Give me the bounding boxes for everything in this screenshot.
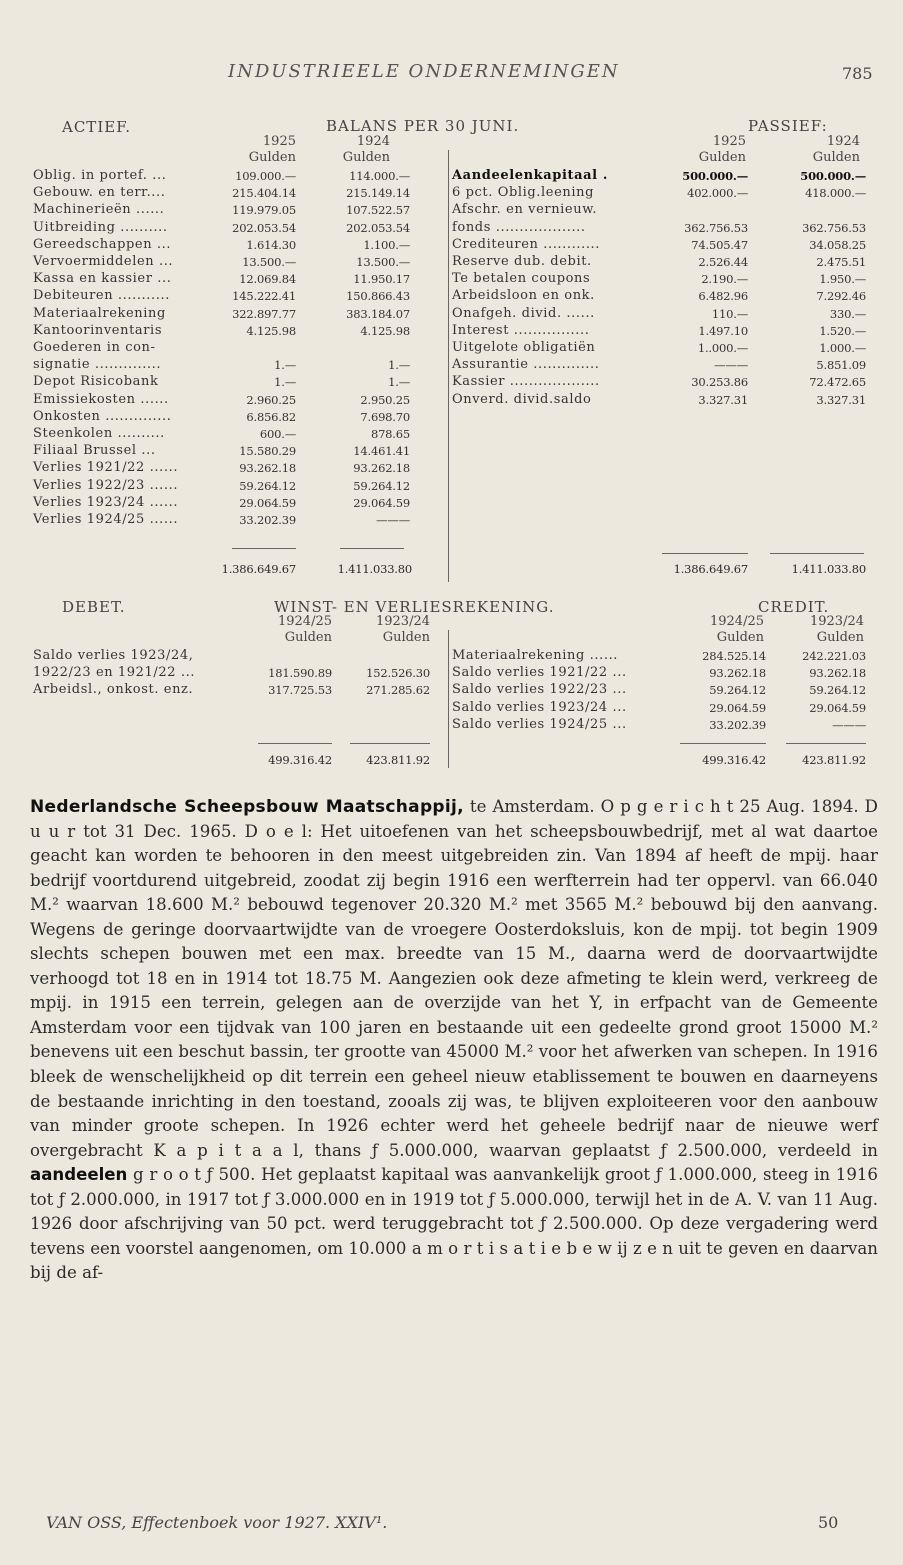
actief-row bbox=[0, 460, 903, 476]
actief-row-label: Emissiekosten ...... bbox=[33, 391, 169, 407]
passief-row bbox=[0, 374, 903, 390]
balance-title: BALANS PER 30 JUNI. bbox=[326, 117, 520, 135]
winst-total-left-a: 499.316.42 bbox=[268, 753, 332, 767]
page-number: 785 bbox=[842, 64, 873, 83]
passief-row bbox=[0, 220, 903, 236]
credit-row bbox=[0, 665, 903, 681]
credit-row-label: Saldo verlies 1924/25 ... bbox=[452, 716, 627, 732]
actief-row-value: 107.522.57 bbox=[346, 203, 410, 218]
running-title: INDUSTRIEELE ONDERNEMINGEN bbox=[228, 61, 620, 82]
credit-row-label: Saldo verlies 1923/24 ... bbox=[452, 699, 627, 715]
actief-row-value: 202.053.54 bbox=[346, 220, 410, 235]
actief-row-value: 1.— bbox=[274, 358, 296, 373]
credit-row bbox=[0, 700, 903, 716]
actief-row-label: Oblig. in portef. ... bbox=[33, 168, 167, 183]
total-rule-a bbox=[232, 548, 296, 549]
passief-col-1925: 1925 Gulden bbox=[698, 134, 746, 165]
passief-row-value: 1.000.— bbox=[819, 341, 866, 355]
passief-row-value: 7.292.46 bbox=[816, 289, 866, 304]
debet-row-value: 181.590.89 bbox=[268, 666, 332, 681]
actief-row-label: Gereedschappen ... bbox=[33, 236, 172, 252]
credit-row-label: Saldo verlies 1921/22 ... bbox=[452, 665, 627, 681]
passief-row-value: 3.327.31 bbox=[816, 392, 866, 407]
passief-row-value: 500.000.— bbox=[682, 169, 748, 183]
total-rule-c bbox=[662, 553, 748, 554]
credit-row-value: ——— bbox=[832, 717, 866, 732]
balance-divider bbox=[448, 150, 449, 582]
actief-row-value: 59.264.12 bbox=[239, 478, 296, 493]
passief-row-value: 500.000.— bbox=[800, 169, 866, 183]
actief-row-label: Goederen in con- bbox=[33, 340, 156, 355]
actief-row-label: Debiteuren ........... bbox=[33, 288, 170, 304]
actief-row-value: 1.100.— bbox=[363, 237, 410, 252]
actief-row bbox=[0, 495, 903, 511]
passief-row-value: 30.253.86 bbox=[691, 375, 748, 390]
actief-row-label: Gebouw. en terr.... bbox=[33, 185, 166, 201]
debet-col-b: 1923/24 Gulden bbox=[375, 614, 430, 645]
actief-row-label: Kassa en kassier ... bbox=[33, 271, 172, 287]
passief-row-value: 3.327.31 bbox=[698, 392, 748, 407]
passief-row-value: 2.190.— bbox=[701, 272, 748, 287]
winst-rule-a bbox=[258, 743, 332, 744]
actief-row-label: Materiaalrekening bbox=[33, 305, 166, 321]
actief-row-value: 6.856.82 bbox=[246, 409, 296, 424]
winst-left-title: DEBET. bbox=[62, 598, 126, 616]
actief-row-label: Verlies 1922/23 ...... bbox=[33, 477, 179, 493]
winst-rule-b bbox=[350, 743, 430, 744]
passief-row bbox=[0, 340, 903, 356]
actief-row-value: 215.404.14 bbox=[232, 186, 296, 201]
actief-row-label: Verlies 1923/24 ...... bbox=[33, 494, 179, 510]
balance-total-left-1925: 1.386.649.67 bbox=[221, 562, 296, 576]
actief-row-value: 215.149.14 bbox=[346, 186, 410, 201]
passief-row-value: 362.756.53 bbox=[802, 220, 866, 235]
company-name: Nederlandsche Scheepsbouw Maatschappij, bbox=[30, 797, 464, 817]
prose-part-2: g r o o t ƒ 500. Het geplaatst kapitaal was aanvankelijk groot ƒ 1.000.000, steeg in 1916 tot ƒ 2.000.000, in 1917 tot ƒ 3.000.000 en in 1919 tot ƒ 5.000.000, terwijl het in de A. V. van 11 Aug. 1926 door afschrijving van 50 pct. werd teruggebracht tot ƒ 2.500.000. Op deze vergadering werd tevens een voorstel aangenomen, om 10.000 a m o r t i s a t i e b e w ij z e n uit te geven en daarvan bij de af- bbox=[30, 1165, 878, 1283]
actief-row-value: 119.979.05 bbox=[232, 203, 296, 218]
debet-row-value: 317.725.53 bbox=[268, 683, 332, 698]
actief-row-value: 322.897.77 bbox=[232, 306, 296, 321]
passief-row-label: Onverd. divid.saldo bbox=[452, 391, 592, 407]
footer-sheet-number: 50 bbox=[818, 1513, 839, 1532]
debet-row-value: 271.285.62 bbox=[366, 683, 430, 698]
actief-row bbox=[0, 409, 903, 425]
actief-row-label: Vervoermiddelen ... bbox=[33, 254, 174, 269]
actief-row-value: 13.500.— bbox=[242, 255, 296, 269]
passief-row-value: 1..000.— bbox=[697, 341, 748, 355]
passief-row bbox=[0, 254, 903, 270]
actief-row-value: 11.950.17 bbox=[353, 272, 410, 287]
passief-row bbox=[0, 271, 903, 287]
actief-row-value: 14.461.41 bbox=[353, 444, 410, 459]
passief-row bbox=[0, 237, 903, 253]
actief-row-value: 145.222.41 bbox=[232, 289, 296, 304]
debet-col-a: 1924/25 Gulden bbox=[277, 614, 332, 645]
actief-row-value: 150.866.43 bbox=[346, 289, 410, 304]
passief-row bbox=[0, 168, 903, 184]
actief-row bbox=[0, 478, 903, 494]
passief-row-label: Te betalen coupons bbox=[452, 271, 591, 287]
balance-right-title: PASSIEF: bbox=[748, 117, 828, 135]
passief-row-value: 5.851.09 bbox=[816, 358, 866, 373]
actief-row-value: 1.— bbox=[388, 358, 410, 373]
passief-row-value: ——— bbox=[714, 358, 748, 373]
actief-row-label: signatie .............. bbox=[33, 357, 162, 373]
passief-row bbox=[0, 323, 903, 339]
passief-row-label: Interest ................ bbox=[452, 322, 590, 338]
actief-row-value: 2.960.25 bbox=[246, 392, 296, 407]
passief-row-label: Onafgeh. divid. ...... bbox=[452, 305, 595, 321]
credit-row-label: Saldo verlies 1922/23 ... bbox=[452, 682, 627, 698]
actief-row-value: 2.950.25 bbox=[360, 392, 410, 407]
passief-row-value: 402.000.— bbox=[687, 186, 748, 201]
credit-row-value: 284.525.14 bbox=[702, 649, 766, 663]
debet-row-label: 1922/23 en 1921/22 ... bbox=[33, 665, 196, 681]
company-description bbox=[30, 795, 878, 1286]
actief-row-value: 29.064.59 bbox=[353, 495, 410, 510]
passief-col-1924: 1924 Gulden bbox=[812, 134, 860, 165]
passief-row-value: 362.756.53 bbox=[684, 220, 748, 235]
credit-col-b: 1923/24 Gulden bbox=[809, 614, 864, 645]
debet-row-value: 152.526.30 bbox=[366, 666, 430, 681]
actief-row-value: 13.500.— bbox=[356, 255, 410, 269]
actief-row-value: 4.125.98 bbox=[360, 323, 410, 338]
passief-row-label: Crediteuren ............ bbox=[452, 236, 601, 252]
actief-row-value: 59.264.12 bbox=[353, 478, 410, 493]
aandeelen-word: aandeelen bbox=[30, 1165, 128, 1185]
winst-title: WINST- EN VERLIESREKENING. bbox=[274, 598, 555, 616]
footer-source: VAN OSS, Effectenboek voor 1927. XXIV¹. bbox=[46, 1513, 388, 1532]
passief-row-value: 2.475.51 bbox=[816, 255, 866, 269]
actief-row-label: Verlies 1924/25 ...... bbox=[33, 512, 179, 527]
passief-row bbox=[0, 392, 903, 408]
actief-row-value: 1.— bbox=[388, 375, 410, 390]
credit-row-value: 93.262.18 bbox=[809, 666, 866, 681]
passief-row-label: Reserve dub. debit. bbox=[452, 254, 592, 269]
credit-row-value: 33.202.39 bbox=[709, 717, 766, 732]
passief-row-value: 74.505.47 bbox=[691, 237, 748, 252]
passief-row-label: Arbeidsloon en onk. bbox=[452, 288, 595, 304]
credit-row-label: Materiaalrekening ...... bbox=[452, 648, 619, 663]
passief-row-value: 2.526.44 bbox=[698, 255, 748, 269]
actief-row-value: 7.698.70 bbox=[360, 409, 410, 424]
credit-row-value: 59.264.12 bbox=[709, 683, 766, 698]
actief-row-value: 1.614.30 bbox=[246, 237, 296, 252]
winst-rule-d bbox=[786, 743, 866, 744]
actief-row-label: Depot Risicobank bbox=[33, 374, 159, 390]
balance-left-title: ACTIEF. bbox=[62, 118, 132, 136]
credit-row-value: 59.264.12 bbox=[809, 683, 866, 698]
actief-row-value: 29.064.59 bbox=[239, 495, 296, 510]
passief-row-label: Uitgelote obligatiën bbox=[452, 340, 596, 355]
winst-right-title: CREDIT. bbox=[758, 598, 830, 616]
passief-row-label: Aandeelenkapitaal . bbox=[452, 168, 608, 183]
actief-row-label: Uitbreiding .......... bbox=[33, 219, 168, 235]
actief-row-value: 4.125.98 bbox=[246, 323, 296, 338]
actief-row-label: Machinerieën ...... bbox=[33, 202, 165, 218]
winst-total-right-a: 499.316.42 bbox=[702, 753, 766, 767]
actief-row-value: 12.069.84 bbox=[239, 272, 296, 287]
actief-row bbox=[0, 443, 903, 459]
actief-row-label: Verlies 1921/22 ...... bbox=[33, 460, 179, 476]
winst-rule-c bbox=[680, 743, 766, 744]
credit-col-a: 1924/25 Gulden bbox=[709, 614, 764, 645]
passief-row bbox=[0, 202, 903, 218]
winst-divider bbox=[448, 630, 449, 768]
credit-row bbox=[0, 717, 903, 733]
passief-row bbox=[0, 306, 903, 322]
passief-row-label: Assurantie .............. bbox=[452, 357, 600, 373]
passief-row-label: Kassier ................... bbox=[452, 374, 600, 390]
actief-row-label: Steenkolen .......... bbox=[33, 426, 165, 441]
passief-row-value: 110.— bbox=[711, 306, 748, 321]
passief-row-value: 34.058.25 bbox=[809, 237, 866, 252]
actief-row-label: Kantoorinventaris bbox=[33, 322, 163, 338]
winst-total-left-b: 423.811.92 bbox=[366, 753, 430, 767]
passief-row-value: 1.497.10 bbox=[698, 323, 748, 338]
actief-row-value: ——— bbox=[376, 513, 410, 527]
actief-row-value: 93.262.18 bbox=[239, 461, 296, 476]
credit-row-value: 29.064.59 bbox=[709, 700, 766, 715]
passief-row bbox=[0, 288, 903, 304]
debet-row-label: Arbeidsl., onkost. enz. bbox=[33, 682, 194, 698]
prose-part-1: te Amsterdam. O p g e r i c h t 25 Aug. 1894. D u u r tot 31 Dec. 1965. D o e l: Het uitoefenen van het scheepsbouwbedrijf, met al wat daartoe geacht kan worden te behooren in den meest uitgebreiden zin. Van 1894 af heeft de mpij. haar bedrijf voortdurend uitgebreid, zoodat zij begin 1916 een werfterrein had ter oppervl. van 66.040 M.² waarvan 18.600 M.² bebouwd tegenover 20.320 M.² met 3565 M.² bebouwd bij den aanvang. Wegens de geringe doorvaartwijdte van de vroegere Oosterdoksluis, kon de mpij. tot begin 1909 slechts schepen bouwen met een max. breedte van 15 M., daarna werd de doorvaartwijdte verhoogd tot 18 en in 1914 tot 18.75 M. Aangezien ook deze afmeting te klein werd, verkreeg de mpij. in 1915 een terrein, gelegen aan de overzijde van het Y, in erfpacht van de Gemeente Amsterdam voor een tijdvak van 100 jaren en bestaande uit een gedeelte grond groot 15000 M.² benevens uit een beschut bassin, ter grootte van 45000 M.² voor het afwerken van schepen. In 1916 bleek de wenschelijkheid op dit terrein een geheel nieuw etablissement te bouwen en daarneyens de bestaande inrichting in den toestand, zooals zij was, te blijven exploiteeren voor den aanbouw van minder groote schepen. In 1926 echter werd het geheele bedrijf naar de nieuwe werf overgebracht K a p i t a a l, thans ƒ 5.000.000, waarvan geplaatst ƒ 2.500.000, verdeeld in bbox=[30, 797, 878, 1160]
credit-row bbox=[0, 682, 903, 698]
actief-row-label: Onkosten .............. bbox=[33, 408, 172, 424]
winst-total-right-b: 423.811.92 bbox=[802, 753, 866, 767]
actief-row bbox=[0, 426, 903, 442]
actief-col-1925: 1925 Gulden bbox=[248, 134, 296, 165]
actief-row-value: 1.— bbox=[274, 375, 296, 390]
actief-row-value: 202.053.54 bbox=[232, 220, 296, 235]
passief-row-value: 72.472.65 bbox=[809, 375, 866, 390]
actief-row-value: 15.580.29 bbox=[239, 444, 296, 459]
credit-row-value: 93.262.18 bbox=[709, 666, 766, 681]
balance-total-right-1924: 1.411.033.80 bbox=[791, 562, 866, 576]
total-rule-b bbox=[340, 548, 404, 549]
passief-row-value: 330.— bbox=[829, 306, 866, 321]
debet-row-label: Saldo verlies 1923/24, bbox=[33, 648, 194, 663]
actief-row bbox=[0, 512, 903, 528]
passief-row-label: 6 pct. Oblig.leening bbox=[452, 185, 595, 201]
balance-total-right-1925: 1.386.649.67 bbox=[673, 562, 748, 576]
passief-row-label: Afschr. en vernieuw. bbox=[452, 202, 598, 218]
credit-row-value: 29.064.59 bbox=[809, 700, 866, 715]
actief-col-1924: 1924 Gulden bbox=[342, 134, 390, 165]
actief-row-value: 878.65 bbox=[370, 427, 410, 441]
passief-row-value: 6.482.96 bbox=[698, 289, 748, 304]
actief-row-value: 109.000.— bbox=[235, 169, 296, 183]
credit-row bbox=[0, 648, 903, 664]
actief-row-value: 114.000.— bbox=[349, 169, 410, 183]
actief-row-value: 93.262.18 bbox=[353, 461, 410, 476]
actief-row-value: 600.— bbox=[259, 427, 296, 441]
actief-row-value: 33.202.39 bbox=[239, 513, 296, 527]
credit-row-value: 242.221.03 bbox=[802, 649, 866, 663]
passief-row-value: 1.950.— bbox=[819, 272, 866, 287]
actief-row-label: Filiaal Brussel ... bbox=[33, 443, 156, 459]
total-rule-d bbox=[770, 553, 864, 554]
actief-row-value: 383.184.07 bbox=[346, 306, 410, 321]
passief-row bbox=[0, 185, 903, 201]
passief-row-value: 1.520.— bbox=[819, 323, 866, 338]
passief-row-label: fonds ................... bbox=[452, 219, 586, 235]
passief-row-value: 418.000.— bbox=[805, 186, 866, 201]
balance-total-left-1924: 1.411.033.80 bbox=[337, 562, 412, 576]
passief-row bbox=[0, 357, 903, 373]
